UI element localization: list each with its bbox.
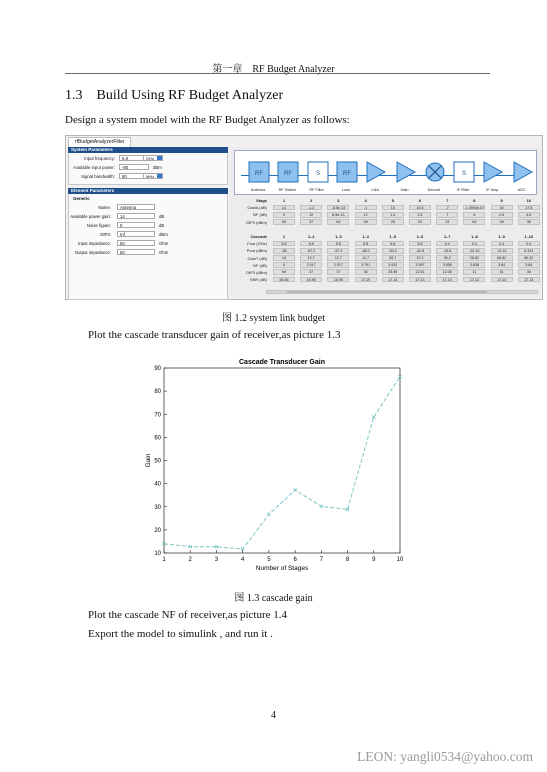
cascade-cell: 0.4	[436, 241, 458, 247]
cascade-row	[234, 276, 539, 283]
chart-title: Cascade Transducer Gain	[239, 359, 325, 366]
element-param-label: OIP3:	[100, 232, 111, 237]
amplifier-icon[interactable]	[395, 160, 417, 184]
cascade-cell: -67.2	[327, 248, 349, 254]
cascade-cell: 0	[273, 262, 295, 268]
cascade-cell: 17.13	[436, 277, 458, 283]
element-name: ADC	[517, 188, 526, 192]
y-tick-label: 30	[154, 504, 161, 511]
cascade-cell: 12.7	[300, 255, 322, 261]
cascade-cell: 86.32	[518, 255, 540, 261]
stage-cell: Inf	[463, 219, 485, 225]
stage-column-header: 10	[526, 198, 531, 203]
cascade-column-header: 1..2	[307, 233, 315, 239]
chevron-down-icon[interactable]	[157, 156, 162, 160]
stage-cell: -1.2	[300, 205, 322, 211]
element-param-label: Output impedance:	[74, 250, 111, 255]
stage-cell: 15	[382, 205, 404, 211]
stage-cell: -1	[355, 205, 377, 211]
cascade-cell: 17.13	[382, 277, 404, 283]
stage-cell: Inf	[491, 219, 513, 225]
stage-header-label: Stage	[256, 198, 267, 203]
stage-cell: 14	[273, 205, 295, 211]
cascade-cell: 17.13	[491, 277, 513, 283]
stage-cell: -7	[436, 205, 458, 211]
cascade-row-label: NF (dB)	[253, 262, 267, 268]
element-param-label: Input impedance:	[78, 241, 111, 246]
y-tick-label: 40	[154, 481, 161, 488]
plot-gain-paragraph: Plot the cascade transducer gain of receiver,as picture 1.3	[88, 329, 341, 341]
cascade-row-label: Pout (dBm)	[246, 248, 267, 254]
section-number: 1.3	[65, 88, 83, 103]
cascade-column-header: 1..3	[335, 233, 342, 239]
stage-cell: 8.5e-13	[327, 212, 349, 218]
x-tick-label: 10	[396, 557, 404, 563]
cascade-cell: 3.84	[491, 262, 513, 268]
stage-cell: 2.5	[491, 212, 513, 218]
cascade-cell: 55.96	[273, 277, 295, 283]
x-tick-label: 2	[188, 557, 192, 563]
budget-results	[234, 197, 539, 283]
element-param-unit: dBm	[159, 232, 168, 237]
cascade-cell: 30.2	[436, 255, 458, 261]
cascade-cell: 0.4	[491, 241, 513, 247]
svg-text:RF: RF	[255, 171, 263, 177]
cascade-cell: 3.838	[463, 262, 485, 268]
y-tick-label: 50	[154, 458, 161, 465]
cascade-column-header: 1..10	[524, 233, 534, 239]
stage-column-header: 7	[446, 198, 449, 203]
intro-paragraph: Design a system model with the RF Budget Analyzer as follows:	[65, 114, 350, 126]
system-parameters-header: System Parameters	[68, 147, 228, 153]
stage-row	[234, 204, 539, 211]
cascade-cell: 0.4	[518, 241, 540, 247]
sparam-icon[interactable]	[307, 160, 329, 184]
stage-cell: 4.5	[518, 212, 540, 218]
svg-text:S: S	[315, 171, 320, 177]
cascade-cell: 17.19	[355, 277, 377, 283]
x-tick-label: 1	[162, 557, 166, 563]
cascade-row-label: GainT (dB)	[247, 255, 267, 261]
figure-1-2-caption: 图 1.2 system link budget	[221, 313, 326, 324]
element-param-row	[69, 212, 227, 221]
element-param-input[interactable]: 14	[117, 213, 155, 219]
cascade-cell: 5.8	[409, 241, 431, 247]
cascade-column-header: 1..8	[471, 233, 478, 239]
amplifier-icon[interactable]	[482, 160, 504, 184]
rf-box-icon[interactable]	[248, 160, 270, 184]
cascade-cell: -66	[273, 248, 295, 254]
stage-column-header: 4	[364, 198, 367, 203]
app-tab[interactable]: rfBudgetAnalyzerFilter	[68, 137, 131, 147]
cascade-row	[234, 262, 539, 269]
cascade-cell: 22.61	[409, 269, 431, 275]
stage-cell: 37	[300, 219, 322, 225]
cascade-cell: 37.2	[409, 255, 431, 261]
cascade-column-header: 1..4	[362, 233, 369, 239]
element-name: Antenna	[250, 188, 266, 192]
x-tick-label: 6	[293, 557, 297, 563]
cascade-cell: 14	[273, 255, 295, 261]
cascade-cell: -67.2	[300, 248, 322, 254]
stage-cell: 13	[436, 219, 458, 225]
table-spacer	[234, 226, 539, 233]
plot-nf-paragraph: Plot the cascade NF of receiver,as picture 1.4	[88, 609, 288, 621]
cascade-column-header: 1..5	[389, 233, 397, 239]
unit-dropdown[interactable]: GHz	[143, 155, 163, 161]
cascade-row	[234, 255, 539, 262]
x-tick-label: 4	[240, 557, 245, 563]
element-param-unit: Ohm	[159, 250, 169, 255]
stage-cell: 17.5	[518, 205, 540, 211]
element-param-label: Name:	[98, 205, 111, 210]
cascade-row	[234, 247, 539, 254]
cascade-row-label: OIP3 (dBm)	[245, 269, 267, 275]
element-param-unit: Ohm	[159, 241, 169, 246]
chart-svg	[132, 352, 420, 582]
cascade-cell: 17.13	[518, 277, 540, 283]
element-fields	[69, 201, 227, 257]
y-tick-label: 60	[154, 435, 161, 442]
cascade-cell: 5.8	[382, 241, 404, 247]
cascade-cell: 3.958	[436, 262, 458, 268]
stage-cell: 10.5	[409, 205, 431, 211]
element-name: IF Amp	[486, 188, 499, 192]
header-rule	[65, 73, 490, 74]
cascade-cell: -42.8	[409, 248, 431, 254]
x-tick-label: 9	[372, 557, 376, 563]
cascade-row	[234, 240, 539, 247]
element-param-unit: dB	[159, 223, 165, 228]
generic-group-label: Generic	[73, 196, 90, 201]
rf-box-icon[interactable]	[277, 160, 299, 184]
watermark: LEON: yangli0534@yahoo.com	[357, 749, 533, 764]
amplifier-icon[interactable]	[365, 160, 387, 184]
x-tick-label: 7	[319, 557, 324, 563]
cascade-column-header: 1	[282, 233, 286, 239]
element-param-input[interactable]: 50	[117, 249, 155, 255]
system-param-unit: dBm	[153, 165, 162, 170]
cascade-cell: 11	[463, 269, 485, 275]
cascade-cell: 37	[300, 269, 322, 275]
system-parameters-panel	[68, 153, 228, 185]
system-param-input[interactable]: -80	[119, 164, 149, 170]
x-axis-label: Number of Stages	[255, 565, 309, 572]
cascade-cell: 6.324	[518, 248, 540, 254]
cascade-cell: 3.957	[409, 262, 431, 268]
element-parameters-header: Element Parameters	[68, 188, 228, 194]
section-title: Build Using RF Budget Analyzer	[96, 88, 284, 103]
cascade-cell: 37	[327, 269, 349, 275]
stage-cell: Inf	[273, 219, 295, 225]
scrollbar-thumb[interactable]	[287, 291, 487, 293]
element-param-label: Available power gain:	[70, 214, 111, 219]
running-header: 第一章 RF Budget Analyzer	[212, 64, 335, 75]
svg-text:S: S	[462, 171, 467, 177]
system-param-label: Available input power:	[73, 165, 115, 170]
mixer-icon[interactable]	[424, 160, 446, 184]
element-param-input[interactable]: Inf	[117, 231, 155, 237]
cascade-cell: 12.7	[327, 255, 349, 261]
stage-cell: 40	[491, 205, 513, 211]
rf-budget-analyzer-screenshot	[65, 135, 543, 300]
cascade-cell: Inf	[273, 269, 295, 275]
cascade-gain-chart	[132, 352, 420, 582]
amplifier-icon[interactable]	[512, 160, 534, 184]
cascade-cell: 26.7	[382, 255, 404, 261]
cascade-cell: -49.8	[436, 248, 458, 254]
system-param-input[interactable]: 5.8	[119, 155, 149, 161]
cascade-cell: 68.82	[491, 255, 513, 261]
cascade-header-label: Cascade	[250, 233, 267, 239]
stage-row	[234, 219, 539, 226]
cascade-header-row	[234, 233, 539, 240]
stage-cell: 3.5	[409, 212, 431, 218]
element-param-unit: dB	[159, 214, 165, 219]
cascade-cell: 0.4	[463, 241, 485, 247]
x-tick-label: 5	[267, 557, 271, 563]
cascade-row-label: SNR (dB)	[249, 277, 267, 283]
element-name: Demod	[427, 188, 440, 192]
stage-cell: 12	[355, 212, 377, 218]
stage-column-header: 6	[418, 198, 422, 203]
cascade-cell: 17.13	[409, 277, 431, 283]
element-param-row	[69, 230, 227, 239]
cascade-cell: 2.017	[327, 262, 349, 268]
rf-box-icon[interactable]	[336, 160, 358, 184]
cascade-cell: 25.98	[382, 269, 404, 275]
stage-cell: 36	[518, 219, 540, 225]
element-chain	[234, 150, 537, 195]
stage-cell: 7	[436, 212, 458, 218]
system-param-row	[69, 163, 227, 172]
chevron-down-icon[interactable]	[157, 174, 162, 178]
cascade-cell: 28.82	[463, 255, 485, 261]
stage-cell: -8.5e-13	[327, 205, 349, 211]
stage-row-label: NF (dB)	[253, 212, 267, 218]
stage-column-header: 3	[337, 198, 340, 203]
system-param-row	[69, 172, 227, 181]
stage-column-header: 2	[310, 198, 313, 203]
stage-cell: 8	[463, 212, 485, 218]
stage-cell: 12	[300, 212, 322, 218]
element-param-row	[69, 248, 227, 257]
cascade-column-header: 1..9	[498, 233, 505, 239]
element-name: LNA	[371, 188, 379, 192]
stage-cell: -1.0904e-07	[464, 205, 485, 210]
cascade-column-header: 1..6	[416, 233, 424, 239]
stage-column-header: 1	[282, 198, 286, 203]
budget-canvas	[230, 147, 541, 297]
cascade-cell: -53.2	[382, 248, 404, 254]
y-axis-label: Gain	[145, 453, 152, 468]
cascade-row-label: Fout (GHz)	[247, 241, 267, 247]
cascade-cell: 5.8	[273, 241, 295, 247]
cascade-cell: 5.8	[300, 241, 322, 247]
y-tick-label: 20	[154, 527, 161, 534]
cascade-cell: 36	[355, 269, 377, 275]
element-param-input[interactable]: 50	[117, 240, 155, 246]
stage-column-header: 5	[391, 198, 394, 203]
stage-row	[234, 211, 539, 218]
stage-cell: Inf	[327, 219, 349, 225]
cascade-cell: 3.84	[518, 262, 540, 268]
cascade-cell: -11.15	[491, 248, 513, 254]
cascade-cell: 15.95	[300, 277, 322, 283]
element-name: RF Filter	[309, 188, 324, 192]
stage-cell: 1.5	[382, 212, 404, 218]
y-tick-label: 70	[154, 412, 161, 419]
stage-cell: 23	[409, 219, 431, 225]
stage-column-header: 8	[473, 198, 476, 203]
cascade-cell: 36	[518, 269, 540, 275]
stage-cell: 26	[382, 219, 404, 225]
svg-text:RF: RF	[284, 171, 293, 177]
plot-area	[164, 368, 400, 553]
sparam-icon[interactable]	[453, 160, 475, 184]
cascade-cell: 2.017	[300, 262, 322, 268]
cascade-cell: 3.932	[382, 262, 404, 268]
stage-row-label: OIP3 (dBm)	[245, 219, 267, 225]
stage-cell: Inf	[355, 219, 377, 225]
system-param-label: Signal bandwidth:	[81, 174, 115, 179]
cascade-cell: 17.13	[463, 277, 485, 283]
stage-cell: 0	[273, 212, 295, 218]
element-param-row	[69, 203, 227, 212]
cascade-cell: 3.791	[355, 262, 377, 268]
element-name: IF Filter	[456, 188, 470, 192]
y-tick-label: 90	[154, 366, 161, 372]
horizontal-scrollbar[interactable]	[266, 290, 538, 294]
svg-text:RF: RF	[342, 171, 351, 177]
element-param-input[interactable]: Antenna	[117, 204, 155, 210]
element-parameters-panel	[68, 194, 228, 300]
parameters-sidebar	[68, 147, 228, 297]
cascade-cell: -68.2	[355, 248, 377, 254]
cascade-cell: 12.08	[436, 269, 458, 275]
figure-1-3-caption: 图 1.3 cascade gain	[234, 593, 313, 604]
unit-dropdown[interactable]: MHz	[143, 173, 163, 179]
cascade-row	[234, 269, 539, 276]
y-tick-label: 10	[154, 551, 161, 557]
section-heading	[65, 88, 283, 104]
cascade-cell: 15.95	[327, 277, 349, 283]
cascade-cell: 5.8	[355, 241, 377, 247]
x-tick-label: 8	[345, 557, 350, 563]
page-number: 4	[271, 710, 276, 721]
stage-row-label: GainA (dB)	[247, 205, 267, 211]
element-name: Loss	[341, 188, 350, 192]
element-param-input[interactable]: 0	[117, 222, 155, 228]
cascade-cell: -51.15	[463, 248, 485, 254]
element-block[interactable]	[507, 157, 537, 195]
stage-header-row	[234, 197, 539, 204]
element-name: RF Switch	[278, 188, 296, 192]
cascade-column-header: 1..7	[443, 233, 451, 239]
element-name: Gain	[400, 188, 409, 192]
system-param-input[interactable]: 80	[119, 173, 149, 179]
stage-column-header: 9	[500, 198, 503, 203]
system-param-label: Input frequency:	[84, 156, 115, 161]
cascade-cell: 11.7	[355, 255, 377, 261]
cascade-cell: 51	[491, 269, 513, 275]
x-tick-label: 3	[214, 557, 219, 563]
element-param-label: Noise figure:	[86, 223, 111, 228]
element-param-row	[69, 221, 227, 230]
element-param-row	[69, 239, 227, 248]
cascade-cell: 5.8	[327, 241, 349, 247]
export-paragraph: Export the model to simulink , and run it .	[88, 628, 273, 640]
system-param-row	[69, 154, 227, 163]
y-tick-label: 80	[154, 389, 161, 396]
